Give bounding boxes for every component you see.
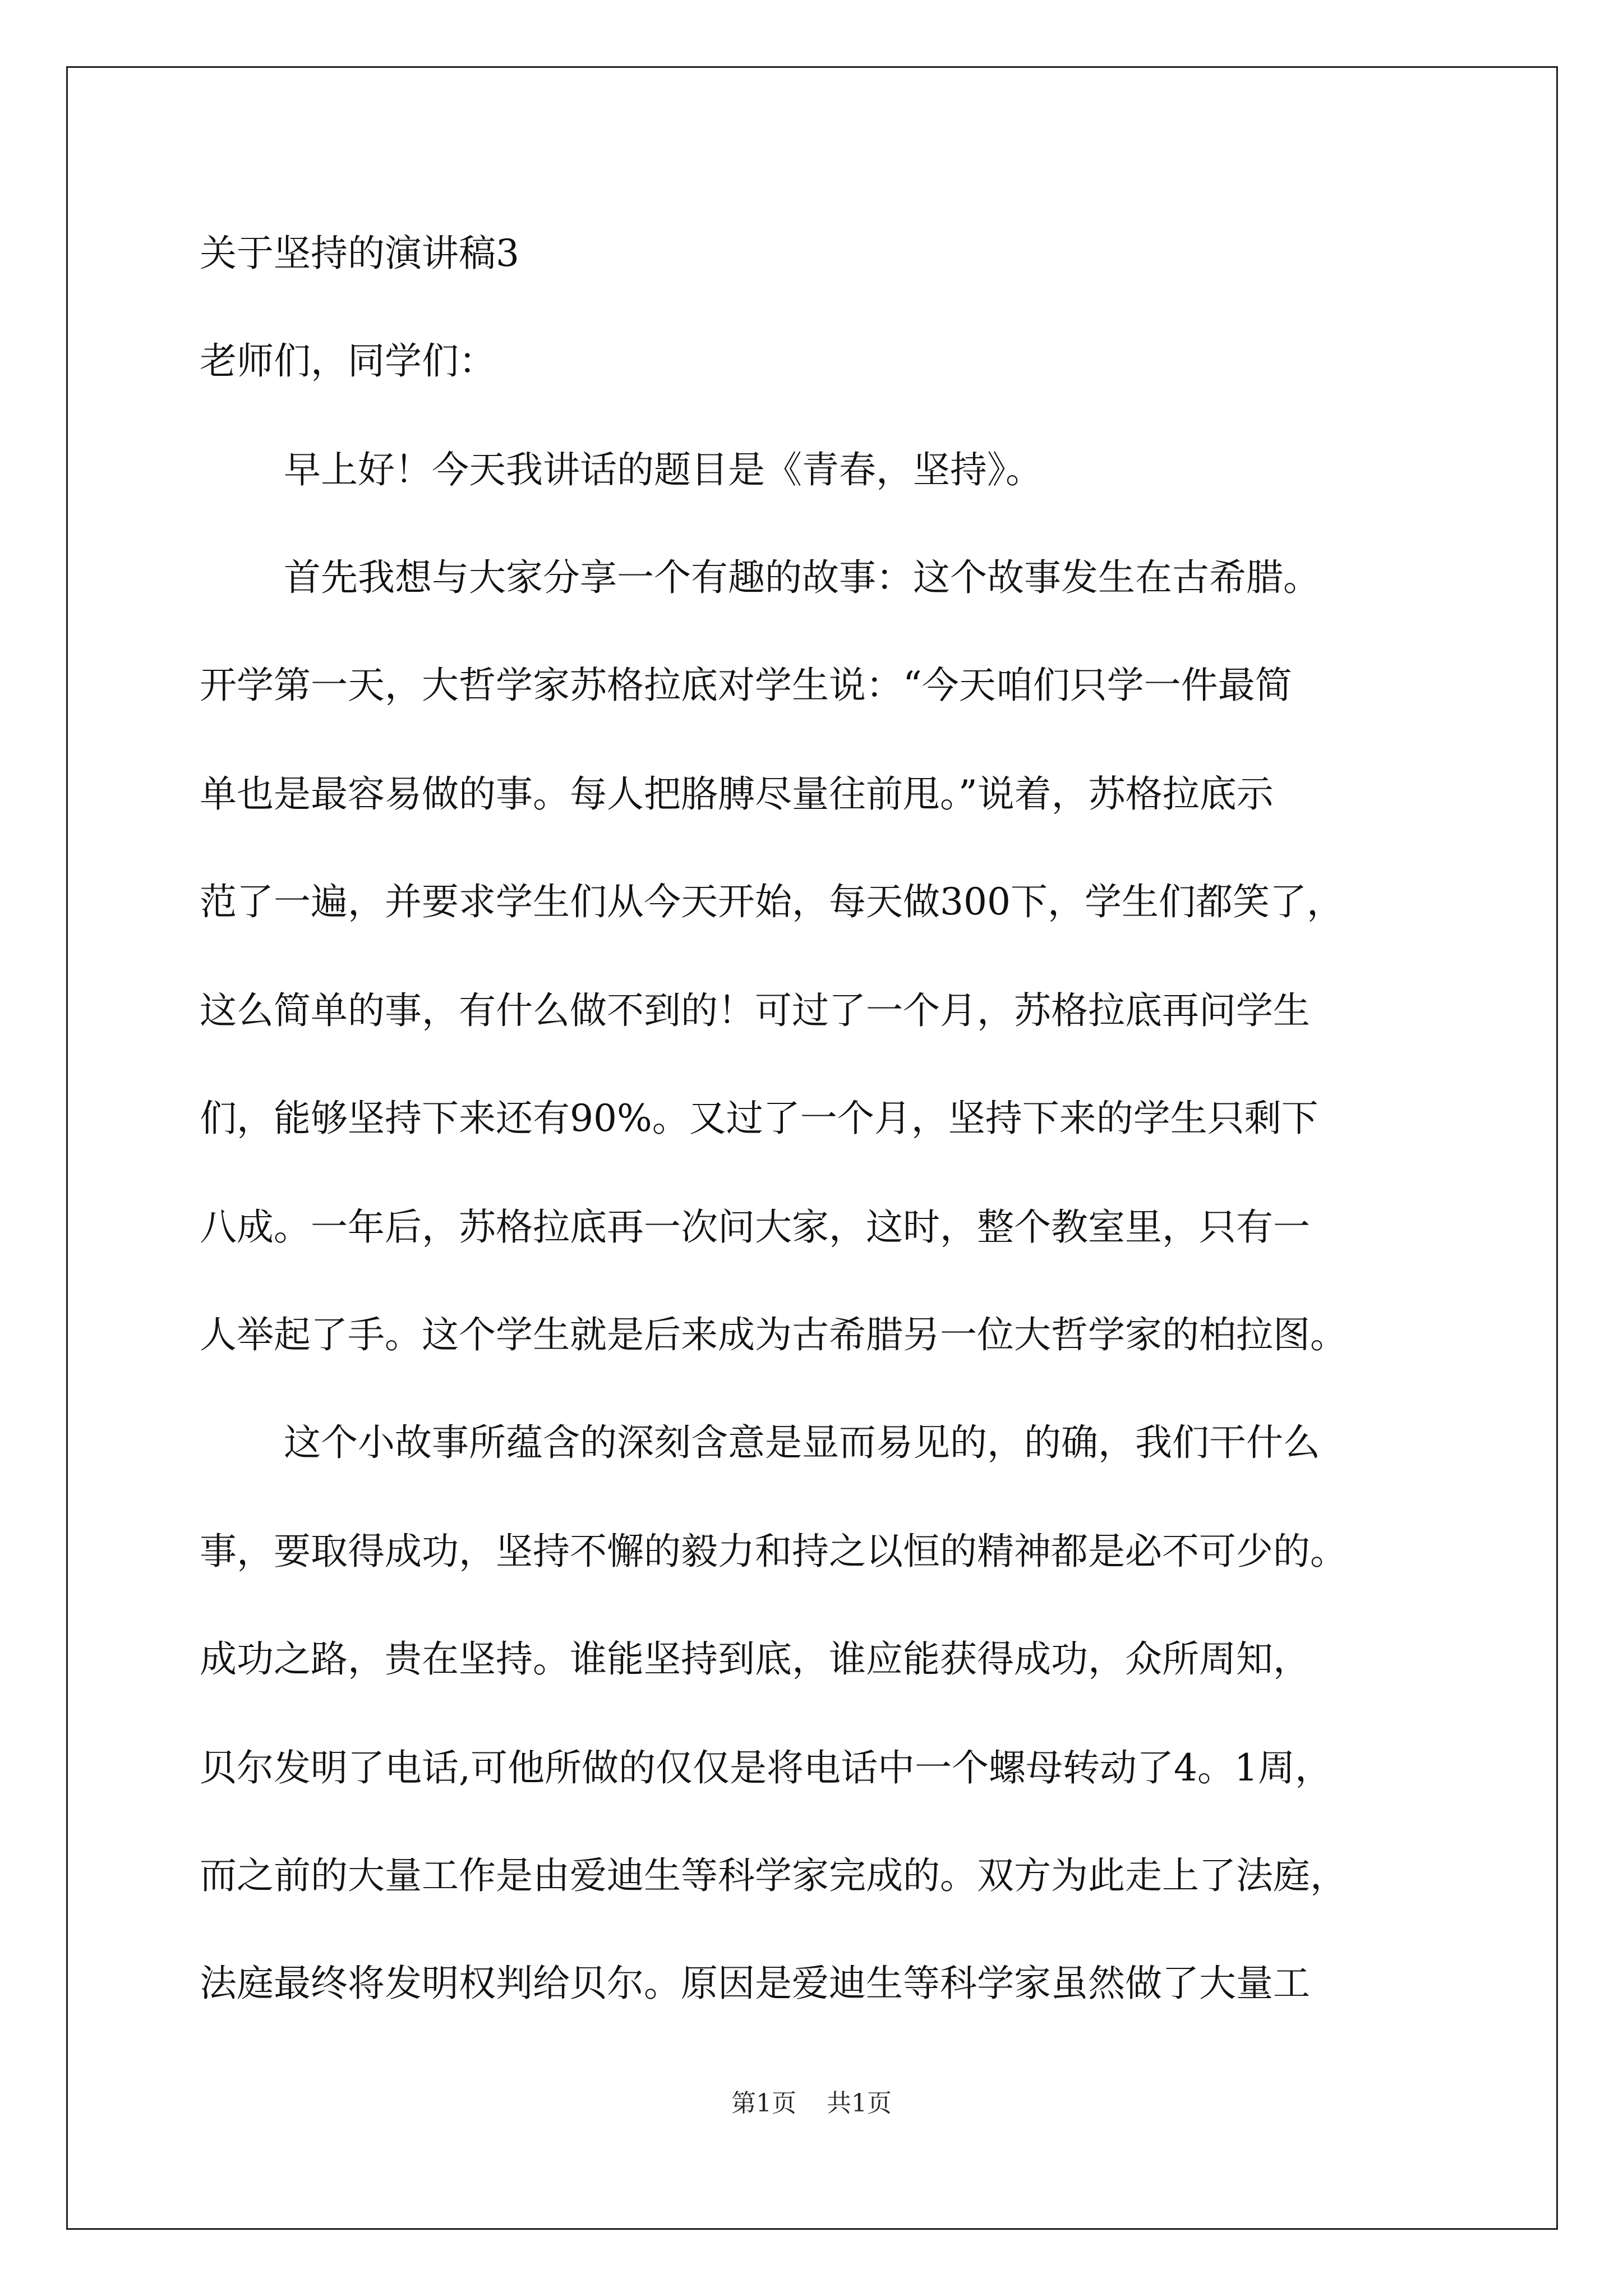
paragraph-line: 贝尔发明了电话,可他所做的仅仅是将电话中一个螺母转动了4。1周，: [200, 1746, 1332, 1789]
paragraph-line: 事，要取得成功，坚持不懈的毅力和持之以恒的精神都是必不可少的。: [200, 1530, 1347, 1573]
paragraph-line: 范了一遍，并要求学生们从今天开始，每天做300下，学生们都笑了，: [200, 880, 1344, 923]
paragraph-line: 成功之路，贵在坚持。谁能坚持到底，谁应能获得成功，众所周知，: [200, 1637, 1310, 1681]
paragraph-line: 这么简单的事，有什么做不到的！可过了一个月，苏格拉底再问学生: [200, 989, 1310, 1032]
page-border: [66, 66, 1558, 2230]
paragraph-line: 们，能够坚持下来还有90%。又过了一个月，坚持下来的学生只剩下: [200, 1097, 1318, 1140]
paragraph-line: 而之前的大量工作是由爱迪生等科学家完成的。双方为此走上了法庭，: [200, 1854, 1347, 1897]
page-number: 第1页: [731, 2089, 796, 2118]
paragraph-line: 八成。一年后，苏格拉底再一次问大家，这时，整个教室里，只有一: [200, 1205, 1310, 1249]
paragraph-line: 开学第一天，大哲学家苏格拉底对学生说：“今天咱们只学一件最简: [200, 664, 1292, 707]
page-total: 共1页: [827, 2089, 892, 2118]
salutation: 老师们，同学们：: [200, 339, 496, 383]
paragraph-line: 早上好！今天我讲话的题目是《青春，坚持》。: [284, 448, 1043, 491]
paragraph-line: 这个小故事所蕴含的深刻含意是显而易见的，的确，我们干什么: [284, 1421, 1320, 1464]
page-footer: [0, 2087, 1623, 2120]
document-title: 关于坚持的演讲稿3: [200, 232, 519, 275]
paragraph-line: 首先我想与大家分享一个有趣的故事：这个故事发生在古希腊。: [284, 556, 1320, 599]
paragraph-line: 法庭最终将发明权判给贝尔。原因是爱迪生等科学家虽然做了大量工: [200, 1962, 1310, 2005]
paragraph-line: 人举起了手。这个学生就是后来成为古希腊另一位大哲学家的柏拉图。: [200, 1313, 1347, 1356]
paragraph-line: 单也是最容易做的事。每人把胳膊尽量往前甩。”说着，苏格拉底示: [200, 772, 1274, 816]
